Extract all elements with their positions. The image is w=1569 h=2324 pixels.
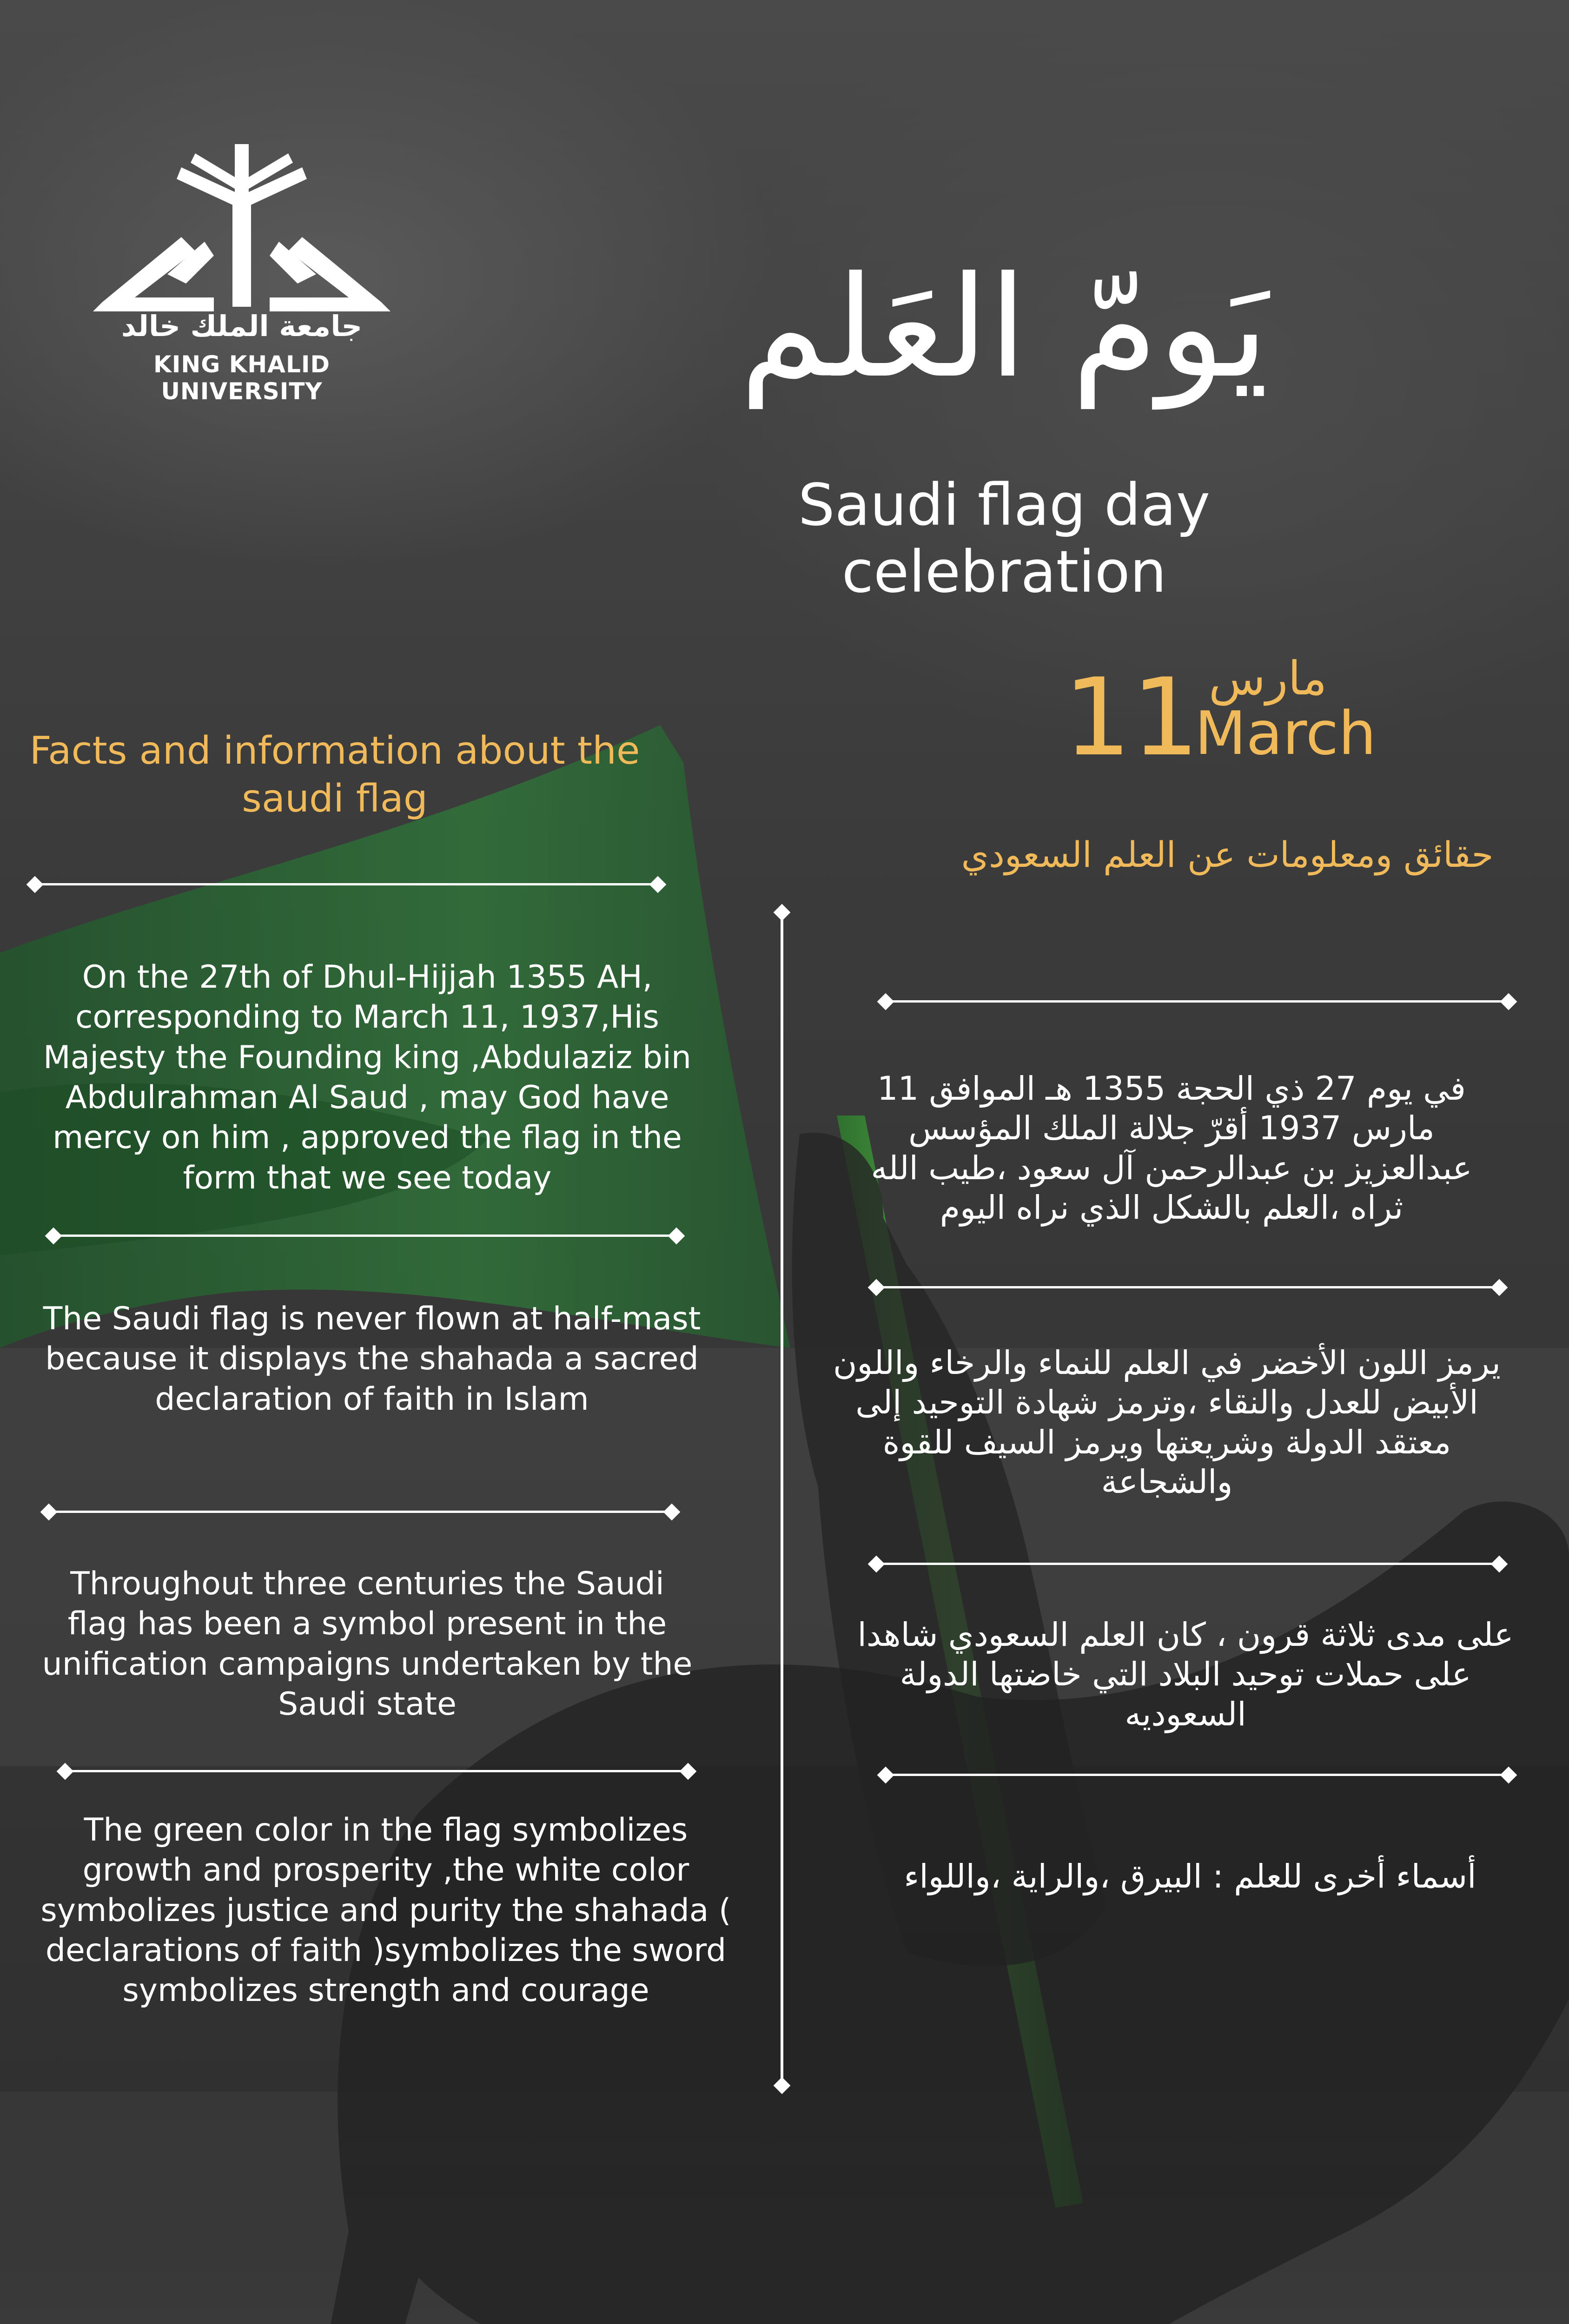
fact-ar-3: على مدى ثلاثة قرون ، كان العلم السعودي شاهدا على حملات توحيد البلاد التي خاضتها الدولة السعوديه: [857, 1616, 1514, 1733]
divider-ar-3: [883, 1773, 1511, 1776]
fact-en-2: The Saudi flag is never flown at half-mast because it displays the shahada a sacred declaration of faith in Islam: [43, 1301, 701, 1418]
university-name-en: KING KHALID UNIVERSITY: [153, 351, 330, 405]
fact-ar-4: أسماء أخرى للعلم : البيرق ،والراية ،واللواء: [904, 1857, 1476, 1895]
date-month-en: March: [1195, 699, 1377, 768]
university-name-ar: جامعة الملك خالد: [121, 309, 363, 343]
divider-en-0: [33, 882, 660, 886]
fact-en-1: On the 27th of Dhul-Hijjah 1355 AH, corresponding to March 11, 1937,His Majesty the Founding king ,Abdulaziz bin Abdulrahman Al Saud , may God have mercy on him , approved the flag in the form that we see today: [43, 959, 691, 1196]
divider-en-1: [51, 1234, 679, 1237]
fact-en-3: Throughout three centuries the Saudi flag has been a symbol present in the unification campaigns undertaken by the Saudi state: [42, 1565, 693, 1723]
page-title-ar: يَومّ العَلم: [739, 246, 1269, 409]
fact-ar-1: في يوم 27 ذي الحجة 1355 هـ الموافق 11 مارس 1937 أقرّ جلالة الملك المؤسس عبدالعزيز بن عبدالرحمن آل سعود ،طيب الله ثراه ،العلم بالشكل الذي نراه اليوم: [871, 1070, 1472, 1227]
kku-logo-icon: [74, 135, 409, 386]
date-month-ar: مارس: [1209, 651, 1327, 706]
vertical-divider: [780, 911, 784, 2087]
divider-ar-1: [874, 1285, 1502, 1289]
divider-en-2: [46, 1510, 674, 1513]
divider-ar-0: [883, 999, 1511, 1003]
fact-ar-2: يرمز اللون الأخضر في العلم للنماء والرخاء واللون الأبيض للعدل والنقاء ،وترمز شهادة التوحيد إلى معتقد الدولة وشريعتها ويرمز السيف للقوة والشجاعة: [833, 1344, 1501, 1501]
page-subtitle-en: Saudi flag day celebration: [798, 472, 1211, 606]
date-day: 11: [1063, 656, 1199, 780]
divider-en-3: [63, 1769, 690, 1773]
facts-heading-en: Facts and information about the saudi flag: [29, 729, 640, 821]
divider-ar-2: [874, 1562, 1502, 1565]
fact-en-4: The green color in the flag symbolizes growth and prosperity ,the white color symbolizes justice and purity the shahada ( declarations of faith )symbolizes the sword symbolizes strength and courage: [40, 1812, 731, 2009]
facts-heading-ar: حقائق ومعلومات عن العلم السعودي: [961, 834, 1494, 875]
